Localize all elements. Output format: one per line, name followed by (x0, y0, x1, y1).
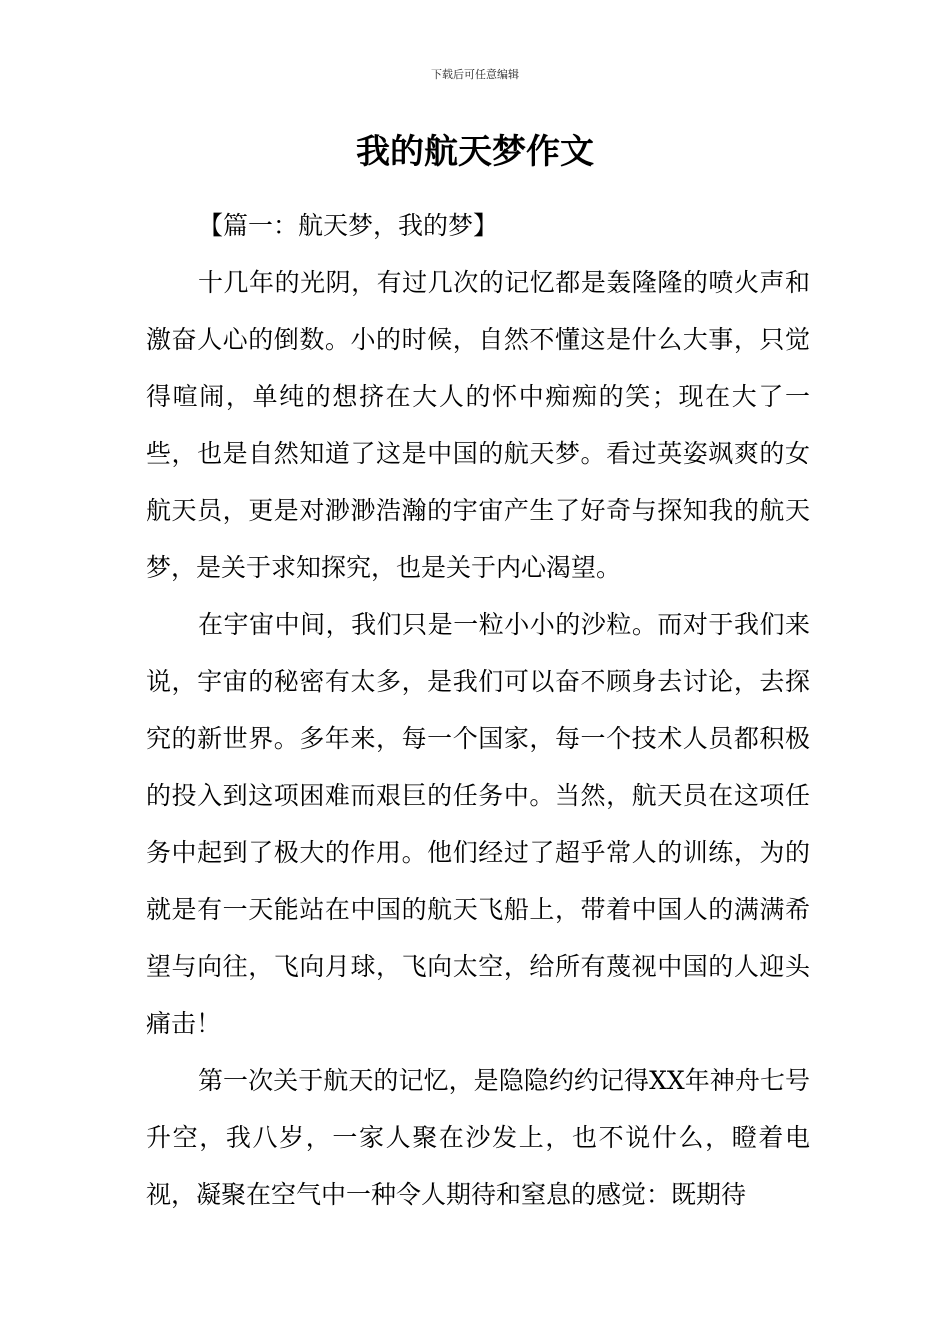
header-note: 下载后可任意编辑 (431, 68, 519, 81)
section-heading: 【篇一：航天梦，我的梦】 (198, 211, 499, 240)
paragraph-1: 十几年的光阴，有过几次的记忆都是轰隆隆的喷火声和激奋人心的倒数。小的时候，自然不懂这是什么大事，只觉得喧闹，单纯的想挤在大人的怀中痴痴的笑；现在大了一些，也是自然知道了这是中国的航天梦。看过英姿飒爽的女航天员，更是对渺渺浩瀚的宇宙产生了好奇与探知我的航天梦，是关于求知探究，也是关于内心渴望。 (146, 268, 810, 582)
document-body (146, 197, 810, 1223)
document-title: 我的航天梦作文 (356, 132, 594, 172)
paragraph-2: 在宇宙中间，我们只是一粒小小的沙粒。而对于我们来说，宇宙的秘密有太多，是我们可以奋不顾身去讨论，去探究的新世界。多年来，每一个国家，每一个技术人员都积极的投入到这项困难而艰巨的任务中。当然，航天员在这项任务中起到了极大的作用。他们经过了超乎常人的训练，为的就是有一天能站在中国的航天飞船上，带着中国人的满满希望与向往，飞向月球，飞向太空，给所有蔑视中国的人迎头痛击！ (146, 610, 810, 1038)
paragraph-3: 第一次关于航天的记忆，是隐隐约约记得XX年神舟七号升空，我八岁，一家人聚在沙发上，也不说什么，瞪着电视，凝聚在空气中一种令人期待和窒息的感觉：既期待 (146, 1066, 810, 1209)
